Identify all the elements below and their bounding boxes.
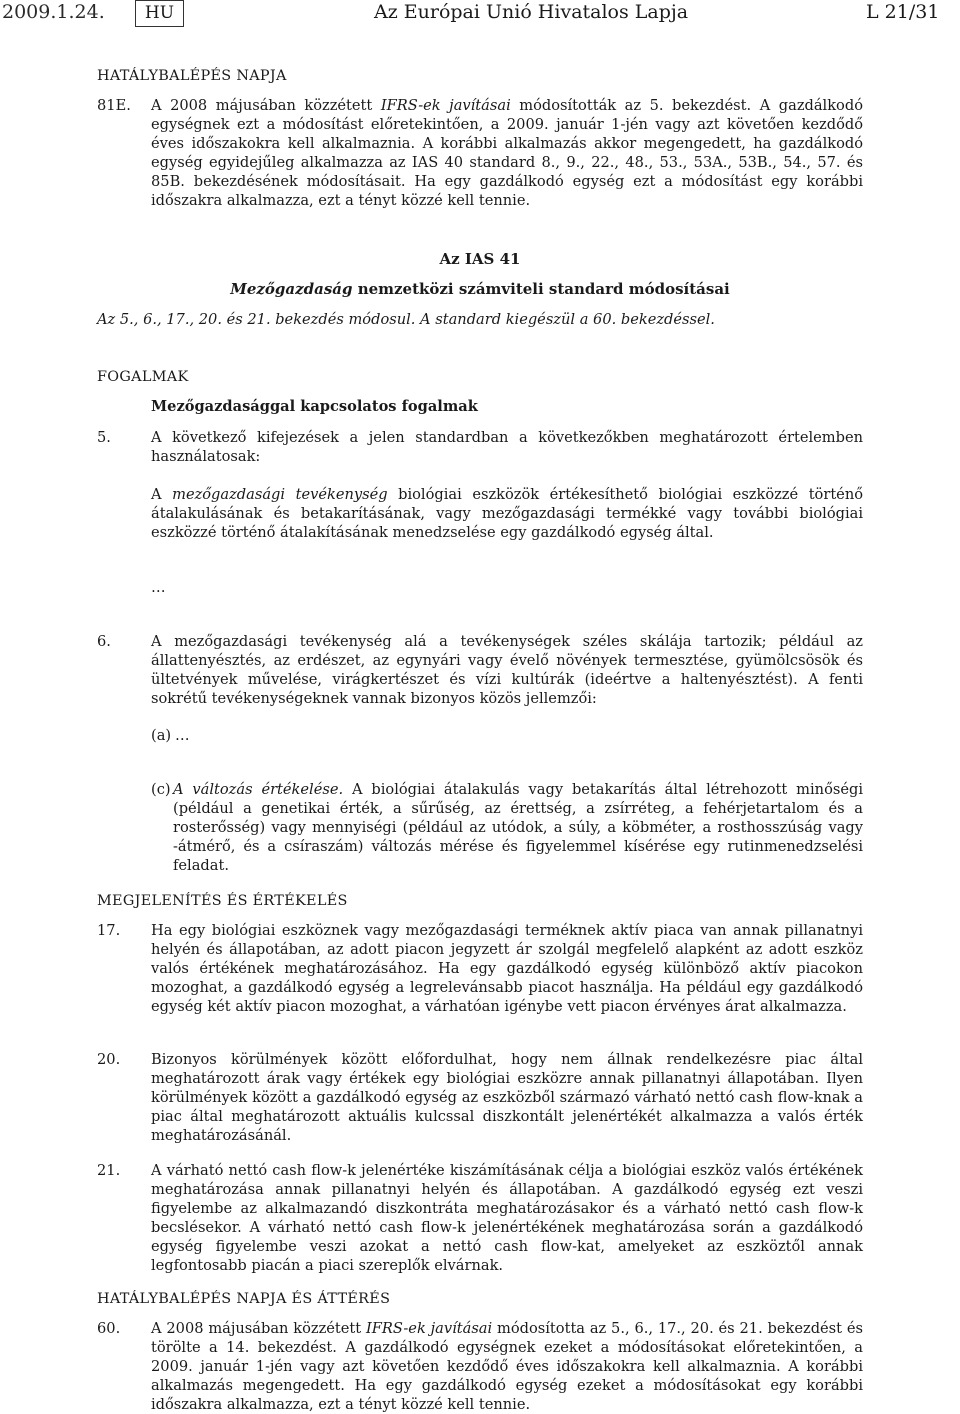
section-heading-effective-date-transition: HATÁLYBALÉPÉS NAPJA ÉS ÁTTÉRÉS (97, 1291, 391, 1307)
standard-subtitle (97, 280, 863, 299)
paragraph-text: A következő kifejezések a jelen standardban a következőkben meghatározott értelemben használatosak: (151, 429, 863, 465)
text-run: A 2008 májusában közzétett (151, 1320, 366, 1337)
language-badge: HU (135, 0, 184, 27)
amendment-intro: Az 5., 6., 17., 20. és 21. bekezdés módosul. A standard kiegészül a 60. bekezdéssel. (97, 311, 715, 328)
paragraph-number: 17. (97, 922, 121, 939)
definition-agricultural-activity (151, 485, 863, 542)
paragraph-17 (97, 921, 863, 1016)
item-label: (a) (151, 727, 172, 744)
paragraph-number: 81E. (97, 97, 131, 114)
paragraph-5 (97, 428, 863, 466)
paragraph-text (151, 96, 863, 210)
text-run: A 2008 májusában közzétett (151, 97, 381, 114)
paragraph-21 (97, 1161, 863, 1275)
paragraph-20 (97, 1050, 863, 1145)
page-number: L 21/31 (866, 1, 940, 23)
text-run: A biológiai átalakulás vagy betakarítás által létrehozott minőségi (például a genetikai érték, a sűrűség, az érettség, a zsírréteg, a fehérjetartalom és a rosterősség) vagy mennyiségi (például az utódok, a súly, a köbméter, a rosthosszúság vagy -átmérő, és a csíraszám) változás mérése és figyelemmel kísérése egy rutinmenedzselési feladat. (173, 781, 863, 874)
paragraph-text: Bizonyos körülmények között előfordulhat, hogy nem állnak rendelkezésre piac által meghatározott árak vagy értékek egy biológiai eszközre annak pillanatnyi állapotában. Ilyen körülmények között a gazdálkodó egység az eszközből származó várható nettó cash flow-knak a piac által meghatározott aktuális kulcssal diszkontált jelenértékét alkalmazza a valós érték meghatározásánál. (151, 1051, 863, 1144)
text-run: módosították az 5. bekezdést. A gazdálkodó egységnek ezt a módosítást előretekintően, a 2009. január 1-jén vagy azt követően kezdődő éves időszakokra kell alkalmaznia. A korábbi alkalmazás akkor megengedett, ha gazdálkodó egység egyidejűleg alkalmazza az IAS 40 standard 8., 9., 22., 48., 53., 53A., 53B., 54., 57. és 85B. bekezdésének módosításait. Ha egy gazdálkodó egység ezt a módosítást egy korábbi időszakra alkalmazza, ezt a tényt közzé kell tennie. (151, 97, 863, 209)
paragraph-text (151, 1319, 863, 1414)
paragraph-number: 60. (97, 1320, 121, 1337)
item-label: (c) (151, 781, 171, 798)
paragraph-81e (97, 96, 863, 210)
section-heading-recognition: MEGJELENÍTÉS ÉS ÉRTÉKELÉS (97, 893, 348, 909)
item-a (151, 726, 863, 745)
paragraph-text: Ha egy biológiai eszköznek vagy mezőgazdasági terméknek aktív piaca van annak pillanatnyi helyén és állapotában, az adott piacon jegyzett ár szolgál megfelelő alapként az adott eszköz valós értékének meghatározásához. Ha egy gazdálkodó egység különböző aktív piacokon mozoghat, a gazdálkodó egység a legrelevánsabb piacot használja. Ha például egy gazdálkodó egység két aktív piacon mozoghat, a várhatóan igénybe vett piacon érvényes árat alkalmazza. (151, 922, 863, 1015)
journal-title: Az Európai Unió Hivatalos Lapja (374, 1, 689, 23)
section-heading-definitions: FOGALMAK (97, 369, 189, 385)
text-run-italic: IFRS-ek javításai (380, 97, 511, 114)
item-c (151, 780, 863, 875)
defined-term: mezőgazdasági tevékenység (172, 486, 388, 503)
text-run: A (151, 486, 173, 503)
paragraph-text: A mezőgazdasági tevékenység alá a tevékenységek széles skálája tartozik; például az állattenyésztés, az erdészet, az egynyári vagy évelő növények termesztése, gyümölcsösök és ültetvények művelése, virágkertészet és vízi kultúrák (ideértve a haltenyésztést). A fenti sokrétű tevékenységeknek vannak bizonyos közös jellemzői: (151, 633, 863, 707)
item-term: A változás értékelése. (173, 781, 344, 798)
subtitle-text: nemzetközi számviteli standard módosításai (352, 280, 730, 298)
text-run: módosította az 5., 6., 17., 20. és 21. bekezdést és törölte a 14. bekezdést. A gazdálkodó egységnek ezeket a módosításokat előretekintően, a 2009. január 1-jén vagy azt követően kezdődő éves időszakokra kell alkalmaznia. A korábbi alkalmazás megengedett. Ha egy gazdálkodó egység ezeket a módosításokat egy korábbi időszakra alkalmazza, ezt a tényt közzé kell tennie. (151, 1320, 863, 1413)
paragraph-number: 21. (97, 1162, 121, 1179)
page-header (0, 0, 960, 28)
text-run: biológiai eszközök értékesíthető biológiai eszközzé történő átalakulásának és betakarításának, vagy mezőgazdasági termékké vagy további biológiai eszközzé történő átalakításának menedzselése egy gazdálkodó egység által. (151, 486, 864, 541)
standard-title: Az IAS 41 (439, 250, 521, 268)
paragraph-number: 5. (97, 429, 111, 446)
publication-date: 2009.1.24. (2, 1, 105, 23)
paragraph-number: 6. (97, 633, 111, 650)
paragraph-text: A várható nettó cash flow-k jelenértéke kiszámításának célja a biológiai eszköz valós értékének meghatározása annak pillanatnyi helyén és állapotában. A gazdálkodó egység ezt veszi figyelembe az alkalmazandó diszkontráta meghatározásakor és a várható nettó cash flow-k becslésekor. A várható nettó cash flow-k jelenértékének meghatározása során a gazdálkodó egység figyelembe veszi azokat a nettó cash flow-kat, amelyeket az eszköztől annak legfontosabb piacán a piaci szereplők elvárnak. (151, 1162, 863, 1274)
item-text: … (175, 727, 190, 744)
text-run-italic: IFRS-ek javításai (365, 1320, 493, 1337)
paragraph-6 (97, 632, 863, 708)
subtitle-italic: Mezőgazdaság (230, 280, 353, 298)
paragraph-60 (97, 1319, 863, 1414)
subheading-agricultural-terms: Mezőgazdasággal kapcsolatos fogalmak (151, 398, 478, 415)
paragraph-number: 20. (97, 1051, 121, 1068)
section-heading-effective-date: HATÁLYBALÉPÉS NAPJA (97, 68, 287, 84)
item-text (173, 780, 863, 875)
ellipsis: … (151, 579, 166, 596)
